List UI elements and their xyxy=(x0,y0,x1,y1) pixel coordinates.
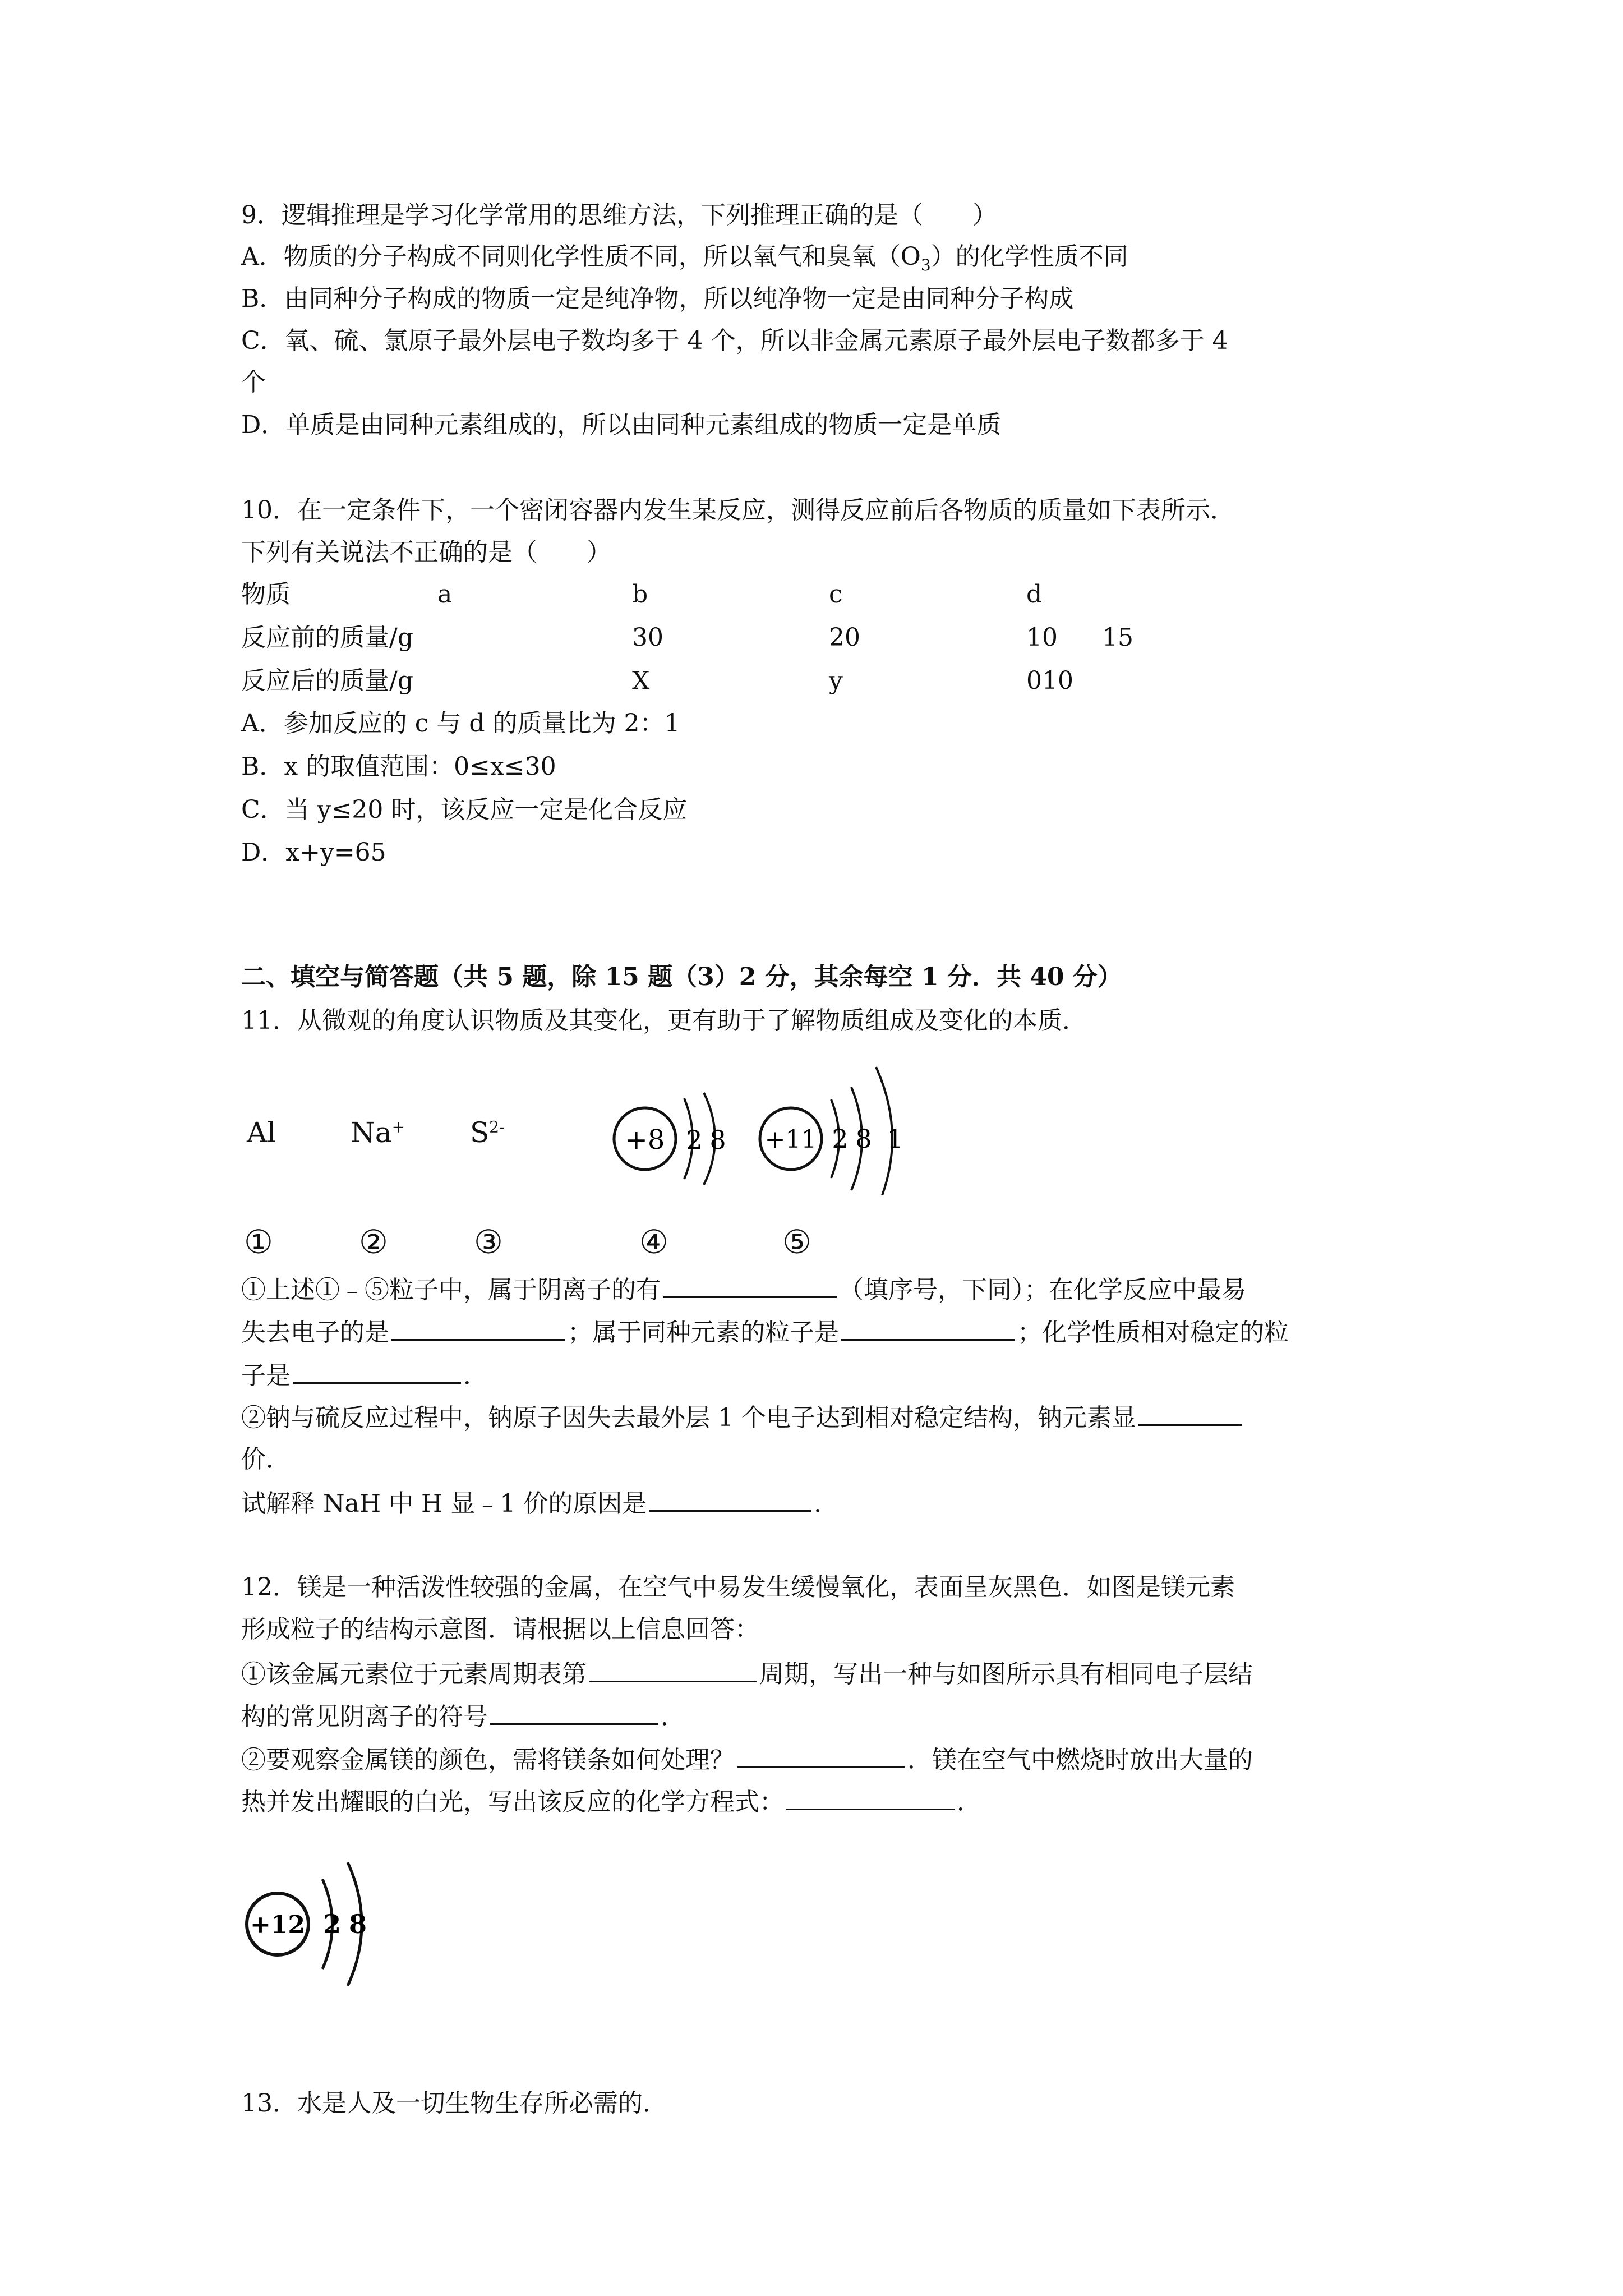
magnesium-electrons-2: 8 xyxy=(348,1909,367,1939)
q9-option-a-subscript: 3 xyxy=(920,255,931,274)
table-header-d: d xyxy=(1026,580,1043,609)
q12-l5-text-end: ．镁在空气中燃烧时放出大量的 xyxy=(907,1746,1253,1774)
magnesium-electrons-1: 2 xyxy=(322,1909,342,1939)
table-row1-v3: 10 xyxy=(1026,623,1058,652)
q9-stem: 9．逻辑推理是学习化学常用的思维方法，下列推理正确的是（ ） xyxy=(241,201,997,229)
answer-blank-valence[interactable] xyxy=(1138,1400,1242,1426)
q10-option-c: C．当 y≤20 时，该反应一定是化合反应 xyxy=(241,795,688,824)
answer-blank-stable[interactable] xyxy=(293,1358,461,1384)
q10-stem: 10．在一定条件下，一个密闭容器内发生某反应，测得反应前后各物质的质量如下表所示． xyxy=(241,496,1235,524)
section-heading: 二、填空与简答题（共 5 题，除 15 题（3）2 分，其余每空 1 分．共 40 分） xyxy=(241,963,1122,991)
q12-l4-text: 构的常见阴离子的符号 xyxy=(241,1703,488,1731)
answer-blank-anion-symbol[interactable] xyxy=(490,1699,658,1725)
q12-l6-text-end: ． xyxy=(957,1788,981,1816)
q9-option-a xyxy=(241,240,1128,282)
q13-stem: 13．水是人及一切生物生存所必需的． xyxy=(241,2089,667,2118)
q11-part2-line3 xyxy=(241,1485,838,1521)
q12-part2-line2 xyxy=(241,1784,981,1819)
table-row1-v4: 15 xyxy=(1102,623,1133,652)
q11-l6-text: 试解释 NaH 中 H 显﹣1 价的原因是 xyxy=(241,1489,647,1518)
q10-option-d: D．x+y=65 xyxy=(241,838,386,867)
table-row2-v2: y xyxy=(829,666,843,695)
q11-l1-text-end: （填序号，下同）；在化学反应中最易 xyxy=(839,1276,1246,1304)
particle-s-ion xyxy=(470,1116,505,1149)
q11-part1-line3 xyxy=(241,1358,488,1393)
q11-stem: 11．从微观的角度认识物质及其变化，更有助于了解物质组成及变化的本质． xyxy=(241,1006,1087,1035)
q11-part2-line1 xyxy=(241,1400,1244,1435)
q11-l2-text-mid: ；属于同种元素的粒子是 xyxy=(568,1318,839,1347)
s-charge: 2- xyxy=(489,1117,505,1137)
table-header-a: a xyxy=(437,580,453,609)
q12-l3-text-end: 周期，写出一种与如图所示具有相同电子层结 xyxy=(759,1660,1253,1688)
q11-l3-text-end: ． xyxy=(463,1361,488,1390)
na-charge: + xyxy=(391,1117,405,1137)
q12-stem: 12．镁是一种活泼性较强的金属，在空气中易发生缓慢氧化，表面呈灰黑色．如图是镁元素 xyxy=(241,1573,1235,1602)
q9-option-c: C．氧、硫、氯原子最外层电子数均多于 4 个，所以非金属元素原子最外层电子数都多于 4 xyxy=(241,326,1228,355)
q11-l6-text-end: ． xyxy=(814,1489,839,1518)
answer-blank-lose-electron[interactable] xyxy=(391,1314,565,1341)
q12-part1-line1 xyxy=(241,1656,1253,1691)
table-row1-v2: 20 xyxy=(829,623,860,652)
oxygen-electrons-1: 2 xyxy=(686,1125,703,1155)
q9-option-a-text-end: ）的化学性质不同 xyxy=(930,242,1128,271)
sodium-electrons-3: 1 xyxy=(887,1124,903,1154)
particle-al: Al xyxy=(247,1116,276,1149)
answer-blank-period[interactable] xyxy=(589,1656,757,1682)
q11-l2-text-end: ；化学性质相对稳定的粒 xyxy=(1017,1318,1289,1347)
s-symbol: S xyxy=(470,1116,490,1149)
sodium-electrons-2: 8 xyxy=(855,1124,872,1154)
magnesium-ion-diagram xyxy=(241,1846,409,1991)
q10-option-a: A．参加反应的 c 与 d 的质量比为 2：1 xyxy=(241,709,680,738)
q11-l1-text: ①上述①﹣⑤粒子中，属于阴离子的有 xyxy=(241,1276,661,1304)
q12-stem-cont: 形成粒子的结构示意图．请根据以上信息回答： xyxy=(241,1615,759,1644)
q11-part2-line2: 价． xyxy=(241,1445,291,1474)
q10-stem-cont: 下列有关说法不正确的是（ ） xyxy=(241,538,611,567)
label-2: ② xyxy=(359,1223,388,1261)
table-row1-v1: 30 xyxy=(632,623,663,652)
particle-na-ion xyxy=(351,1116,405,1149)
label-4: ④ xyxy=(639,1223,668,1261)
table-header-b: b xyxy=(632,580,648,609)
q10-option-b: B．x 的取值范围：0≤x≤30 xyxy=(241,752,556,781)
answer-blank-equation[interactable] xyxy=(786,1784,955,1810)
oxygen-electrons-2: 8 xyxy=(709,1125,726,1155)
q12-part2-line1 xyxy=(241,1742,1253,1777)
oxygen-nucleus-charge: +8 xyxy=(625,1124,665,1156)
q11-part1-line2 xyxy=(241,1314,1289,1350)
q12-l3-text: ①该金属元素位于元素周期表第 xyxy=(241,1660,587,1688)
q9-option-b: B．由同种分子构成的物质一定是纯净物，所以纯净物一定是由同种分子构成 xyxy=(241,284,1074,313)
table-header-c: c xyxy=(829,580,843,609)
answer-blank-nah-reason[interactable] xyxy=(649,1485,811,1512)
q11-part1-line1 xyxy=(241,1272,1246,1307)
q9-option-d: D．单质是由同种元素组成的，所以由同种元素组成的物质一定是单质 xyxy=(241,411,1002,439)
q9-option-c-cont: 个 xyxy=(241,368,266,397)
table-row2-label: 反应后的质量/g xyxy=(241,666,413,695)
q11-l3-text: 子是 xyxy=(241,1361,291,1390)
answer-blank-same-element[interactable] xyxy=(841,1314,1015,1341)
table-row2-v1: X xyxy=(632,666,650,695)
oxygen-atom-diagram xyxy=(606,1083,774,1195)
sodium-electrons-1: 2 xyxy=(832,1124,849,1154)
magnesium-nucleus-charge: +12 xyxy=(250,1911,306,1939)
label-5: ⑤ xyxy=(782,1223,811,1261)
q12-l4-text-end: ． xyxy=(661,1703,685,1731)
answer-blank-anions[interactable] xyxy=(663,1272,837,1298)
na-symbol: Na xyxy=(351,1116,392,1149)
q12-l6-text: 热并发出耀眼的白光，写出该反应的化学方程式： xyxy=(241,1788,784,1816)
q9-option-a-text: A．物质的分子构成不同则化学性质不同，所以氧气和臭氧（O xyxy=(241,242,921,271)
label-1: ① xyxy=(244,1223,273,1261)
sodium-atom-diagram xyxy=(751,1055,965,1195)
table-row2-v3: 010 xyxy=(1026,666,1073,695)
q11-l2-text: 失去电子的是 xyxy=(241,1318,389,1347)
q11-l4-text: ②钠与硫反应过程中，钠原子因失去最外层 1 个电子达到相对稳定结构，钠元素显 xyxy=(241,1404,1136,1432)
answer-blank-treat-ribbon[interactable] xyxy=(737,1742,905,1768)
label-3: ③ xyxy=(474,1223,503,1261)
q12-l5-text: ②要观察金属镁的颜色，需将镁条如何处理？ xyxy=(241,1746,735,1774)
table-header-substance: 物质 xyxy=(241,580,291,609)
table-row1-label: 反应前的质量/g xyxy=(241,623,413,652)
sodium-nucleus-charge: +11 xyxy=(764,1125,817,1154)
q12-part1-line2 xyxy=(241,1699,685,1734)
